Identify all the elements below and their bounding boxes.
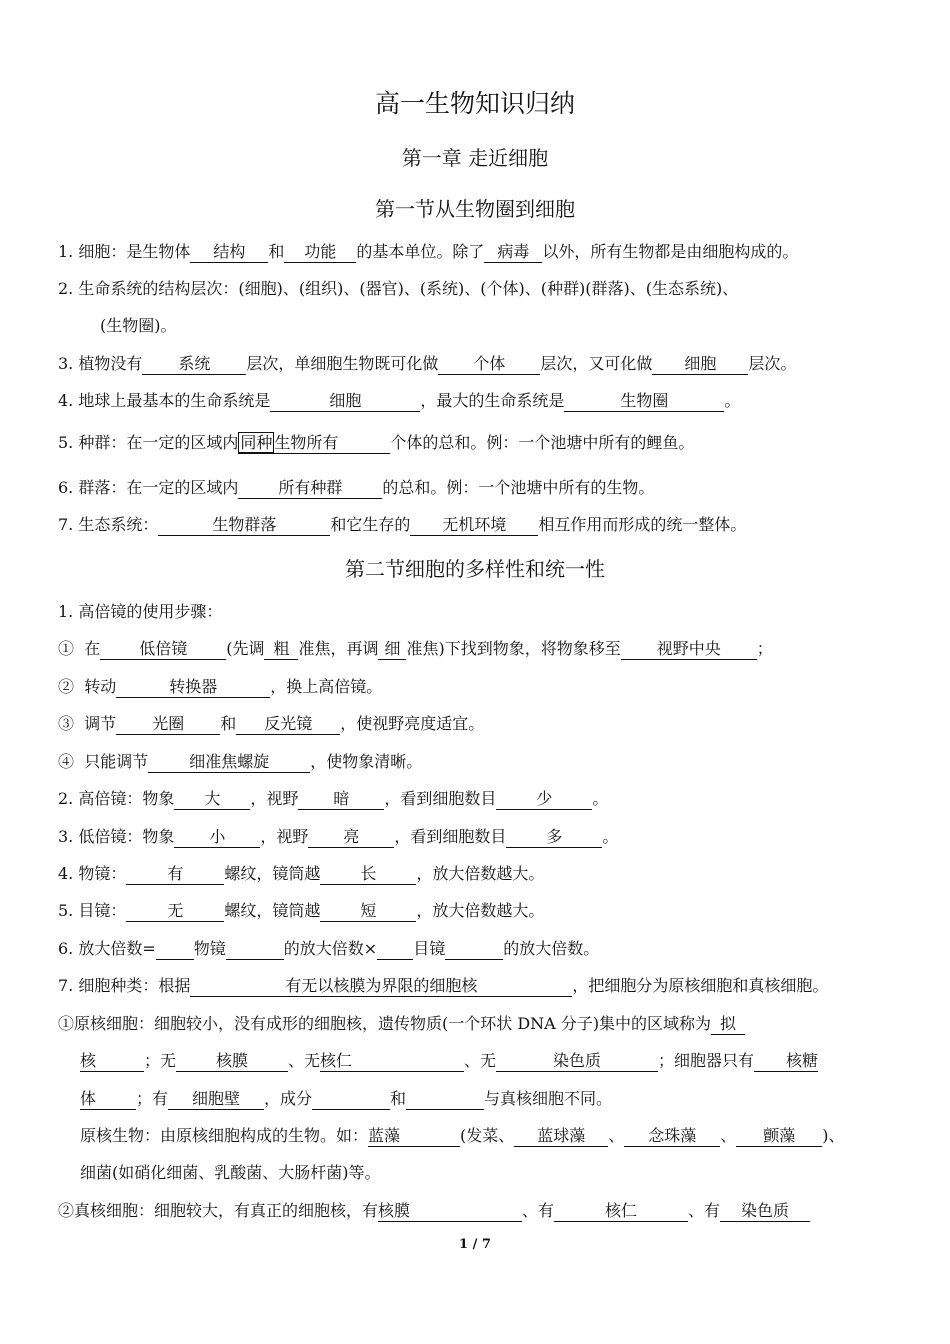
s2-step-1: ① 在 低倍镜 (先调 粗 准焦，再调 细 准焦)下找到物象，将物象移至 视野中央 ；	[58, 639, 773, 658]
blank	[406, 1089, 484, 1110]
blank: 蓝藻	[368, 1126, 460, 1147]
blank: 个体	[438, 354, 540, 375]
blank: 视野中央	[621, 639, 757, 660]
blank: 系统	[142, 354, 246, 375]
blank: 无	[126, 901, 224, 922]
blank: 小	[174, 827, 260, 848]
blank: 体	[80, 1089, 136, 1110]
blank	[226, 939, 284, 960]
s2-item-1: 1. 高倍镜的使用步骤：	[58, 602, 223, 621]
s2-item-2: 2. 高倍镜：物象 大 ，视野 暗 ，看到细胞数目 少 。	[58, 789, 609, 808]
section1-title: 第一节从生物圈到细胞	[375, 197, 575, 221]
blank	[312, 1089, 390, 1110]
blank: 有无以核膜为界限的细胞核	[190, 976, 572, 997]
blank: 细胞壁	[168, 1089, 264, 1110]
blank: 亮	[308, 827, 394, 848]
blank: 有	[126, 864, 224, 885]
blank: 功能	[284, 242, 356, 263]
blank: 细	[378, 639, 406, 660]
blank: 大	[174, 789, 250, 810]
blank: 病毒	[484, 242, 542, 263]
blank: 颤藻	[736, 1126, 822, 1147]
s2-item-4: 4. 物镜： 有 螺纹，镜筒越 长 ，放大倍数越大。	[58, 864, 545, 883]
blank: 核膜	[378, 1201, 522, 1222]
blank: 同种 生物所有	[238, 433, 390, 454]
prokaryote-line-3: 体 ；有 细胞壁 ，成分 和 与真核细胞不同。	[80, 1089, 613, 1108]
s2-step-2: ② 转动 转换器 ，换上高倍镜。	[58, 677, 383, 696]
blank: 无机环境	[410, 515, 538, 536]
s1-item-2: 2. 生命系统的结构层次：(细胞)、(组织)、(器官)、(系统)、(个体)、(种群)(群落)、(生态系统)、	[58, 279, 739, 298]
s2-step-3: ③ 调节 光圈 和 反光镜 ，使视野亮度适宜。	[58, 714, 485, 733]
s2-item-6: 6. 放大倍数= 物镜 的放大倍数× 目镜 的放大倍数。	[58, 939, 600, 958]
s1-item-1: 1. 细胞：是生物体 结构 和 功能 的基本单位。除了 病毒 以外，所有生物都是由细胞构成的。	[58, 242, 799, 261]
blank: 生物群落	[158, 515, 330, 536]
blank: 少	[496, 789, 592, 810]
blank: 蓝球藻	[514, 1126, 608, 1147]
blank: 念珠藻	[624, 1126, 720, 1147]
blank: 转换器	[116, 677, 270, 698]
blank: 结构	[190, 242, 268, 263]
blank: 核膜	[176, 1051, 288, 1072]
s1-item-5: 5. 种群：在一定的区域内 同种 生物所有 个体的总和。例：一个池塘中所有的鲤鱼。	[58, 433, 695, 452]
blank: 生物圈	[564, 391, 724, 412]
s1-item-2-cont: (生物圈)。	[100, 316, 177, 335]
blank: 反光镜	[236, 714, 340, 735]
eukaryote-line-1: ②真核细胞：细胞较大，有真正的细胞核，有核膜 、有 核仁 、有 染色质	[58, 1200, 810, 1222]
blank: 细准焦螺旋	[148, 752, 310, 773]
blank: 染色质	[496, 1051, 658, 1072]
s2-item-7: 7. 细胞种类：根据 有无以核膜为界限的细胞核 ，把细胞分为原核细胞和真核细胞。	[58, 976, 829, 995]
blank: 所有种群	[238, 478, 382, 499]
blank: 多	[506, 827, 602, 848]
blank: 核仁	[554, 1201, 688, 1222]
chapter-title: 第一章 走近细胞	[401, 146, 549, 170]
s1-item-4: 4. 地球上最基本的生命系统是 细胞 ，最大的生命系统是 生物圈 。	[58, 391, 741, 410]
blank: 核糖	[754, 1051, 818, 1072]
blank: 细胞	[270, 391, 420, 412]
blank: 短	[320, 901, 416, 922]
prokaryote-line-2: 核 ；无 核膜 、无核仁 、无 染色质 ；细胞器只有 核糖	[80, 1051, 819, 1070]
blank: 细胞	[652, 354, 748, 375]
blank: 低倍镜	[100, 639, 226, 660]
prokaryote-line-1: ①原核细胞：细胞较小，没有成形的细胞核，遗传物质(一个环状 DNA 分子)集中的区域称为 拟	[58, 1013, 745, 1035]
blank	[445, 939, 503, 960]
blank: 核仁	[320, 1051, 464, 1072]
prokaryote-examples: 原核生物：由原核细胞构成的生物。如：蓝藻 (发菜、 蓝球藻 、 念珠藻 、 颤藻 )、	[80, 1126, 845, 1145]
s1-item-7: 7. 生态系统： 生物群落 和它生存的 无机环境 相互作用而形成的统一整体。	[58, 515, 747, 534]
blank: 暗	[298, 789, 384, 810]
blank	[156, 939, 194, 960]
blank: 长	[320, 864, 416, 885]
main-title: 高一生物知识归纳	[374, 89, 575, 118]
s2-step-4: ④ 只能调节 细准焦螺旋 ，使物象清晰。	[58, 752, 423, 771]
s2-item-5: 5. 目镜： 无 螺纹，镜筒越 短 ，放大倍数越大。	[58, 901, 545, 920]
section2-title: 第二节细胞的多样性和统一性	[345, 557, 605, 581]
s2-item-3: 3. 低倍镜：物象 小 ，视野 亮 ，看到细胞数目 多 。	[58, 827, 619, 846]
prokaryote-examples-cont: 细菌(如硝化细菌、乳酸菌、大肠杆菌)等。	[80, 1163, 381, 1182]
blank	[377, 939, 413, 960]
blank: 染色质	[720, 1201, 810, 1222]
blank: 光圈	[116, 714, 220, 735]
boxed-text: 同种	[240, 433, 273, 452]
page-number: 1 / 7	[459, 1237, 491, 1252]
blank: 核	[80, 1051, 144, 1072]
blank: 拟	[711, 1014, 745, 1035]
s1-item-3: 3. 植物没有 系统 层次，单细胞生物既可化做 个体 层次，又可化做 细胞 层次。	[58, 354, 797, 373]
s1-item-6: 6. 群落：在一定的区域内 所有种群 的总和。例：一个池塘中所有的生物。	[58, 478, 655, 497]
blank: 粗	[264, 639, 298, 660]
